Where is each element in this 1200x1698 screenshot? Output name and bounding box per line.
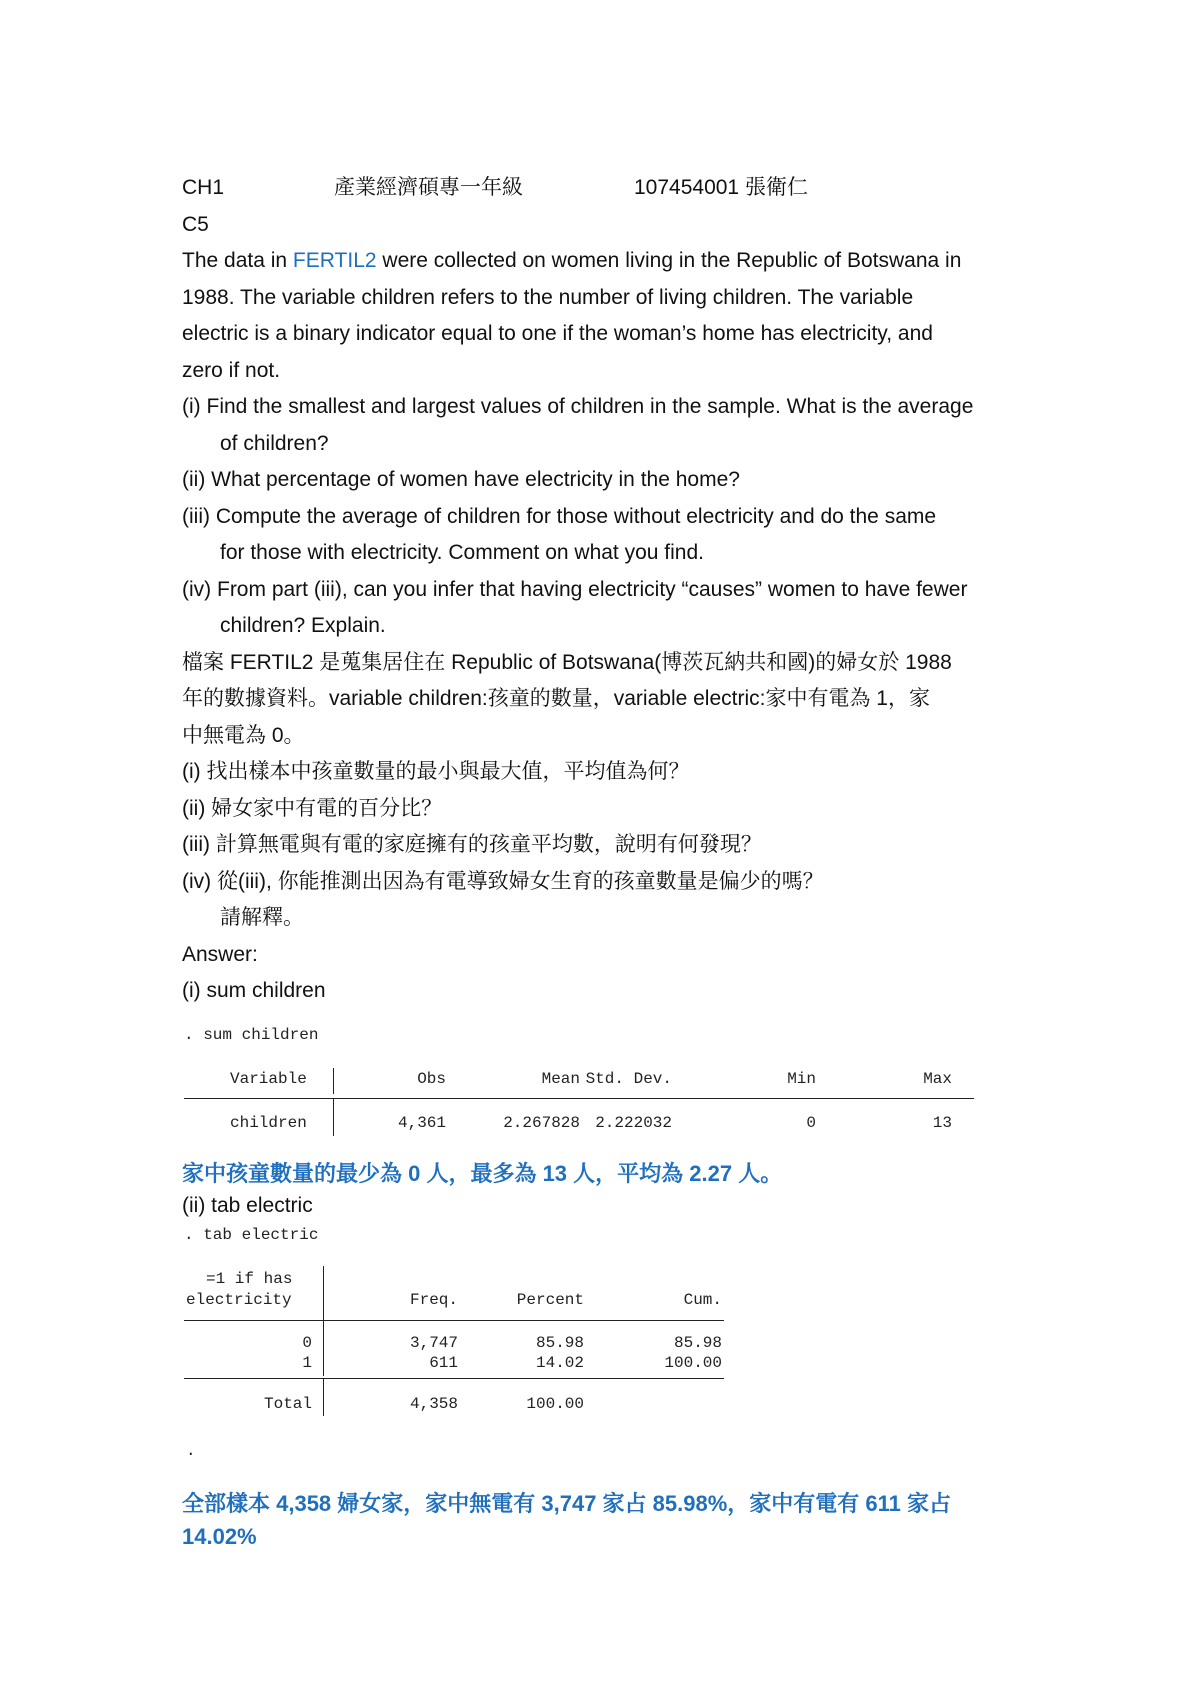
frequency-table xyxy=(184,1262,724,1422)
question-3-line-2: for those with electricity. Comment on what you find. xyxy=(220,541,704,564)
row-mean: 2.267828 xyxy=(503,1114,580,1132)
question-2-line-1: (ii) What percentage of women have electricity in the home? xyxy=(182,468,740,491)
row-1-percent: 14.02 xyxy=(535,1354,584,1372)
question-4-line-2: children? Explain. xyxy=(220,614,386,637)
question-zh-4: (iv) 從(iii), 你能推測出因為有電導致婦女生育的孩童數量是偏少的嗎？ xyxy=(182,869,824,893)
row-1-cum: 100.00 xyxy=(664,1354,722,1372)
row-1-value: 1 xyxy=(302,1354,312,1372)
var-header-line-1: =1 if has xyxy=(206,1270,293,1288)
header-variable: Variable xyxy=(230,1070,307,1088)
summary-table xyxy=(184,1062,974,1142)
vertical-divider-header xyxy=(323,1266,324,1320)
answer-label: Answer: xyxy=(182,942,258,966)
intro-zh-line-3: 中無電為 0。 xyxy=(182,723,305,747)
question-zh-2: (ii) 婦女家中有電的百分比？ xyxy=(182,796,443,820)
department-label: 產業經濟碩專一年級 xyxy=(334,176,523,199)
part2-conclusion-line-2: 14.02% xyxy=(182,1524,257,1549)
header-min: Min xyxy=(787,1070,816,1088)
header-mean: Mean xyxy=(541,1070,580,1088)
var-header-line-2: electricity xyxy=(186,1291,292,1309)
question-1-line-1: (i) Find the smallest and largest values of children in the sample. What is the average xyxy=(182,395,974,418)
part2-conclusion-line-1: 全部樣本 4,358 婦女家，家中無電有 3,747 家占 85.98%，家中有電有 611 家占 xyxy=(182,1491,952,1516)
header-freq: Freq. xyxy=(409,1291,458,1309)
part1-label: (i) sum children xyxy=(182,979,326,1002)
total-underline xyxy=(184,1378,724,1379)
intro-pre: The data in xyxy=(182,249,293,272)
row-0-percent: 85.98 xyxy=(535,1334,584,1352)
row-1-freq: 611 xyxy=(429,1354,458,1372)
row-0-freq: 3,747 xyxy=(409,1334,458,1352)
question-1-line-2: of children? xyxy=(220,431,329,455)
header-percent: Percent xyxy=(516,1291,584,1309)
problem-number: C5 xyxy=(182,212,209,236)
question-3-line-1: (iii) Compute the average of children for those without electricity and do the same xyxy=(182,504,937,528)
row-max: 13 xyxy=(932,1114,952,1132)
student-label: 107454001 張衛仁 xyxy=(634,176,808,199)
vertical-divider-top xyxy=(333,1068,334,1094)
intro-line-2: 1988. The variable children refers to the number of living children. The variable xyxy=(182,285,914,309)
question-zh-3: (iii) 計算無電與有電的家庭擁有的孩童平均數，說明有何發現？ xyxy=(182,833,762,856)
dataset-name: FERTIL2 xyxy=(292,249,377,272)
row-0-cum: 85.98 xyxy=(673,1334,722,1352)
header-cum: Cum. xyxy=(683,1291,722,1309)
row-min: 0 xyxy=(806,1114,816,1132)
vertical-divider-bottom xyxy=(333,1098,334,1136)
row-obs: 4,361 xyxy=(397,1114,446,1132)
header-std-dev: Std. Dev. xyxy=(585,1070,672,1088)
header-underline xyxy=(184,1320,724,1321)
row-variable: children xyxy=(230,1114,307,1132)
stata-command-sum: . sum children xyxy=(184,1026,319,1044)
total-label: Total xyxy=(263,1395,312,1413)
intro-post: were collected on women living in the Republic of Botswana in xyxy=(376,249,962,272)
total-freq: 4,358 xyxy=(409,1395,458,1413)
vertical-divider-total xyxy=(323,1378,324,1416)
header-max: Max xyxy=(923,1070,952,1088)
document-body xyxy=(182,170,1042,1010)
vertical-divider-body xyxy=(323,1320,324,1376)
row-std-dev: 2.222032 xyxy=(595,1114,672,1132)
part2-label: (ii) tab electric xyxy=(182,1194,313,1217)
header-line xyxy=(182,170,1042,207)
header-underline xyxy=(184,1098,974,1099)
question-zh-4-cont: 請解釋。 xyxy=(220,906,304,929)
intro-zh-line-1: 檔案 FERTIL2 是蒐集居住在 Republic of Botswana(博茨瓦納共和國)的婦女於 1988 xyxy=(182,650,952,674)
intro-zh-line-2: 年的數據資料。variable children:孩童的數量，variable electric:家中有電為 1，家 xyxy=(182,687,930,710)
header-obs: Obs xyxy=(417,1070,446,1088)
intro-line-4: zero if not. xyxy=(182,358,281,382)
row-0-value: 0 xyxy=(302,1334,312,1352)
question-zh-1: (i) 找出樣本中孩童數量的最小與最大值，平均值為何？ xyxy=(182,760,690,783)
intro-line-3: electric is a binary indicator equal to one if the woman’s home has electricity, and xyxy=(182,322,933,345)
question-4-line-1: (iv) From part (iii), can you infer that having electricity “causes” women to have fewer xyxy=(182,577,968,601)
intro-line-1 xyxy=(182,243,1042,280)
stata-prompt-dot: . xyxy=(186,1442,196,1460)
part1-conclusion: 家中孩童數量的最少為 0 人，最多為 13 人，平均為 2.27 人。 xyxy=(182,1161,783,1186)
stata-command-tab: . tab electric xyxy=(184,1226,319,1244)
chapter-label: CH1 xyxy=(182,176,225,199)
total-percent: 100.00 xyxy=(526,1395,584,1413)
